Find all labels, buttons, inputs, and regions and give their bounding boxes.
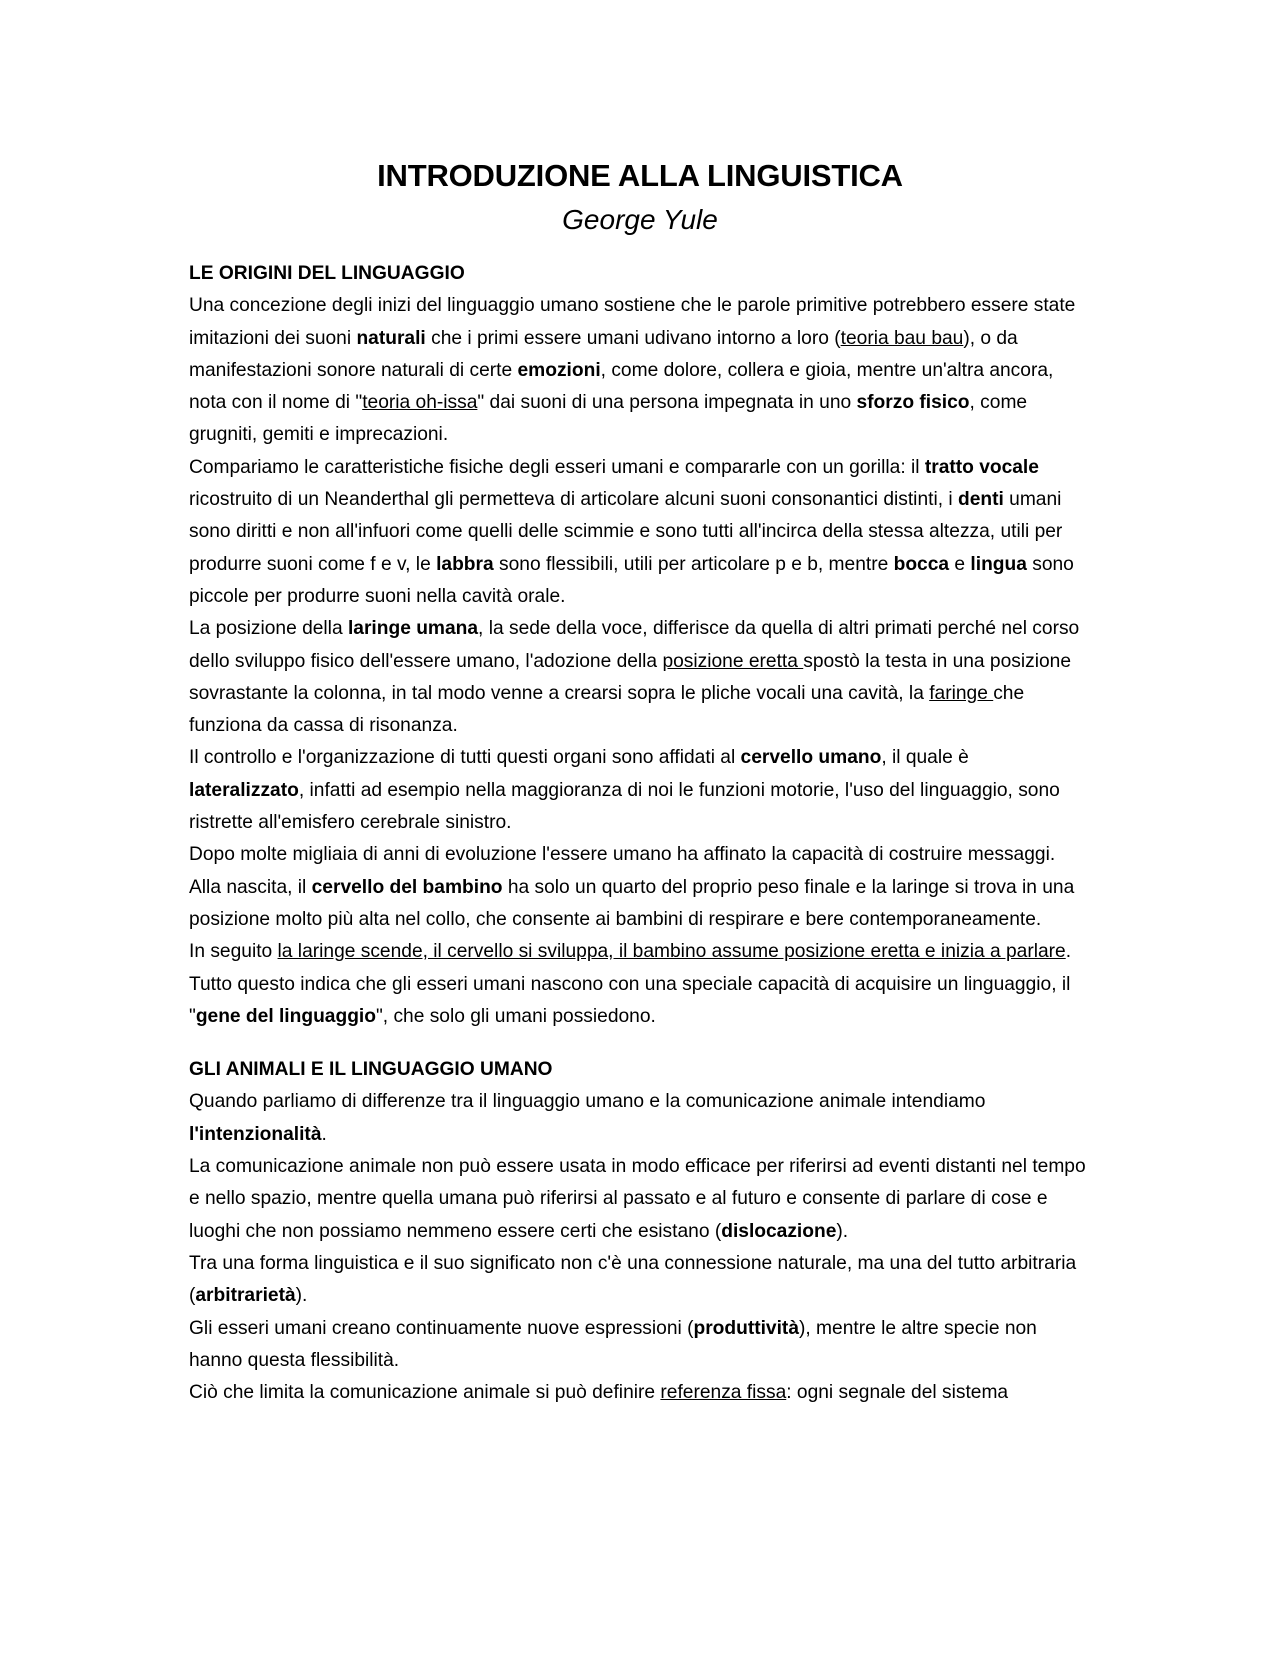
bold-term: labbra [436,553,494,575]
bold-term: gene del linguaggio [195,1005,376,1027]
paragraph [189,1313,1089,1378]
text-run: ", che solo gli umani possiedono. [375,1005,656,1027]
text-run: ). [836,1220,849,1242]
underlined-term: faringe [929,682,994,704]
text-run: , infatti ad esempio nella maggioranza di noi le funzioni motorie, l'uso del linguaggio, sono ristrette all'emisfero cerebrale sinistro. [189,779,1060,834]
text-run: , come dolore, collera e gioia, mentre un'altra ancora, nota con il nome di " [189,359,1054,414]
paragraph [189,613,1089,742]
bold-term: bocca [893,553,950,575]
paragraph [189,969,1089,1034]
text-run: Tra una forma linguistica e il suo significato non c'è una connessione naturale, ma una del tutto arbitraria ( [189,1252,1077,1307]
text-run: Ciò che limita la comunicazione animale si può definire [189,1382,661,1404]
text-run: ), mentre le altre specie non hanno questa flessibilità. [189,1317,1037,1371]
paragraph [189,742,1089,839]
paragraph [189,1248,1089,1313]
underlined-term: posizione eretta [662,650,804,672]
text-run: La comunicazione animale non può essere usata in modo efficace per riferirsi ad eventi distanti nel tempo e nello spazio, mentre quella umana può riferirsi al passato e al futuro e consente di parlare di cose e luoghi che non possiamo nemmeno essere certi che esistano ( [189,1156,1086,1242]
bold-term: emozioni [517,359,601,381]
text-run: Compariamo le caratteristiche fisiche degli esseri umani e compararle con un gorilla: il [189,456,925,478]
text-run: , il quale è [881,747,969,769]
text-run: ), o da manifestazioni sonore naturali di certe [189,327,1018,381]
text-run: , la sede della voce, differisce da quella di altri primati perché nel corso dello sviluppo fisico dell'essere umano, l'adozione della [189,618,1080,672]
text-run: La posizione della [189,618,348,640]
document-author: George Yule [562,204,718,235]
bold-term: tratto vocale [924,456,1039,478]
title-block [0,152,1280,240]
text-run: . [321,1123,327,1145]
paragraph [189,1086,1089,1151]
text-run: sono piccole per produrre suoni nella cavità orale. [189,553,1074,607]
bold-term: produttività [693,1317,799,1339]
text-run: spostò la testa in una posizione sovrastante la colonna, in tal modo venne a crearsi sopra le pliche vocali una cavità, la [189,650,1071,704]
text-run: sono flessibili, utili per articolare p e b, mentre [493,553,894,575]
bold-term: l'intenzionalità [189,1123,322,1145]
text-run: che funziona da cassa di risonanza. [189,682,1025,737]
paragraph [189,839,1089,871]
document-body [189,258,1089,1409]
paragraph [189,936,1089,968]
document-title: INTRODUZIONE ALLA LINGUISTICA [377,158,903,193]
paragraph [189,452,1089,613]
text-run: Tutto questo indica che gli esseri umani nascono con una speciale capacità di acquisire un linguaggio, il " [189,973,1071,1027]
bold-term: cervello del bambino [311,876,503,898]
text-run: Quando parliamo di differenze tra il linguaggio umano e la comunicazione animale intendiamo [189,1091,986,1113]
section-gap [189,1033,1089,1054]
text-run: che i primi essere umani udivano intorno a loro ( [425,327,841,349]
text-run: umani sono diritti e non all'infuori come quelli delle scimmie e sono tutti all'incirca della stessa altezza, utili per produrre suoni come f e v, le [189,489,1063,575]
text-run: Il controllo e l'organizzazione di tutti questi organi sono affidati al [189,747,741,769]
text-run: ). [295,1285,308,1307]
bold-term: dislocazione [721,1220,837,1242]
bold-term: cervello umano [740,747,882,769]
text-run: : ogni segnale del sistema [786,1382,1009,1404]
bold-term: sforzo fisico [856,392,970,414]
paragraph [189,1377,1089,1409]
section-heading: LE ORIGINI DEL LINGUAGGIO [189,263,465,284]
underlined-term: teoria bau bau [840,327,964,349]
bold-term: lingua [970,553,1027,575]
text-run: Gli esseri umani creano continuamente nuove espressioni ( [189,1317,694,1339]
text-run: . [1065,941,1072,963]
text-run: Una concezione degli inizi del linguaggio umano sostiene che le parole primitive potrebbero essere state imitazioni dei suoni [189,295,1076,349]
text-run: ricostruito di un Neanderthal gli permetteva di articolare alcuni suoni consonantici distinti, i [189,489,958,511]
paragraph [189,290,1089,451]
underlined-term: teoria oh-issa [362,392,478,414]
bold-term: laringe umana [347,618,479,640]
bold-term: lateralizzato [189,779,299,801]
text-run: In seguito [189,941,278,963]
section-heading: GLI ANIMALI E IL LINGUAGGIO UMANO [189,1059,553,1081]
text-run: , come grugniti, gemiti e imprecazioni. [189,392,1028,446]
text-run: Dopo molte migliaia di anni di evoluzione l'essere umano ha affinato la capacità di costruire messaggi. [189,844,1056,866]
bold-term: arbitrarietà [195,1285,296,1307]
text-run: " dai suoni di una persona impegnata in uno [477,392,857,414]
text-run: ha solo un quarto del proprio peso finale e la laringe si trova in una posizione molto più alta nel collo, che consente ai bambini di respirare e bere contemporaneamente. [189,876,1075,930]
paragraph [189,872,1089,937]
underlined-term: referenza fissa [660,1382,787,1404]
text-run: e [949,553,971,575]
paragraph [189,1151,1089,1248]
underlined-term: la laringe scende, il cervello si sviluppa, il bambino assume posizione eretta e inizia a parlare [277,941,1066,963]
text-run: Alla nascita, il [189,876,312,898]
bold-term: naturali [356,327,426,349]
bold-term: denti [957,489,1004,511]
